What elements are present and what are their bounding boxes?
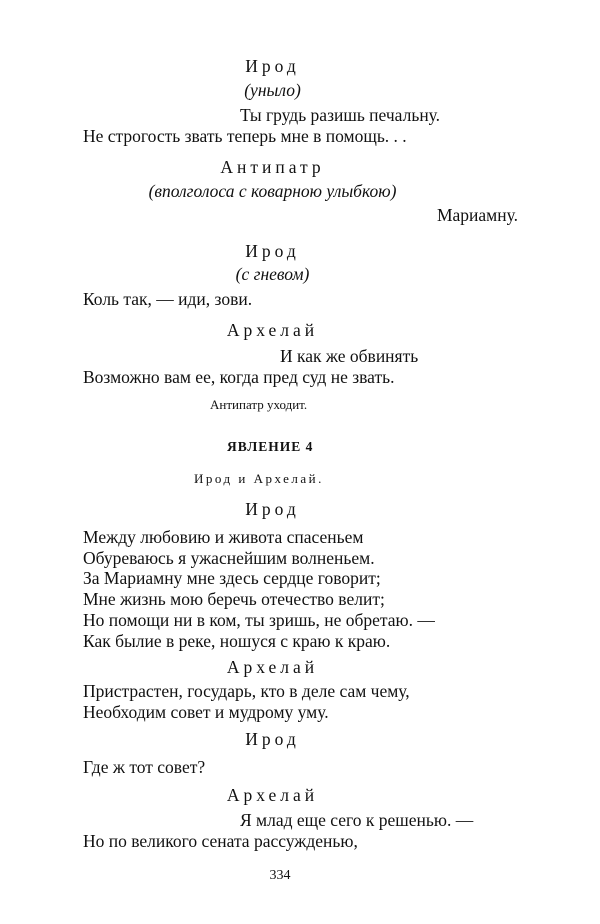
verse-line: Обуреваюсь я ужаснейшим волненьем. [83,548,375,568]
speaker-name: Архелай [226,785,319,805]
verse-line: Пристрастен, государь, кто в деле сам чему, [83,681,410,701]
verse-line: Мариамну. [436,205,518,225]
stage-direction: (уныло) [244,80,301,100]
speaker-name: Архелай [226,320,319,340]
verse-line: Но помощи ни в ком, ты зришь, не обретаю. — [83,610,435,630]
verse-line: Я млад еще сего к решенью. — [240,810,474,830]
speaker-name: Ирод [245,241,300,261]
stage-direction: (с гневом) [235,264,310,284]
verse-line: И как же обвинять [280,346,419,366]
exit-direction: Антипатр уходит. [210,397,308,412]
verse-line: Возможно вам ее, когда пред суд не звать. [83,367,395,387]
stage-direction: (вполголоса с коварною улыбкою) [148,181,397,201]
verse-line: Мне жизнь мою беречь отечество велит; [83,589,385,609]
verse-line: Не строгость звать теперь мне в помощь. . . [83,126,407,146]
speaker-name: Ирод [245,729,300,749]
speaker-name: Антипатр [220,157,325,177]
verse-line: За Мариамну мне здесь сердце говорит; [83,568,381,588]
verse-line: Ты грудь разишь печальну. [240,105,441,125]
scene-characters: Ирод и Архелай. [194,471,324,486]
speaker-name: Ирод [245,499,300,519]
speaker-name: Ирод [245,56,300,76]
verse-line: Необходим совет и мудрому уму. [83,702,329,722]
verse-line: Между любовию и живота спасеньем [83,527,364,547]
verse-line: Но по великого сената рассужденью, [83,831,358,851]
scene-title: ЯВЛЕНИЕ 4 [227,439,314,454]
verse-line: Как былие в реке, ношуся с краю к краю. [83,631,391,651]
speaker-name: Архелай [226,657,319,677]
page-number: 334 [269,868,291,883]
verse-line: Коль так, — иди, зови. [83,289,253,309]
verse-line: Где ж тот совет? [83,757,206,777]
